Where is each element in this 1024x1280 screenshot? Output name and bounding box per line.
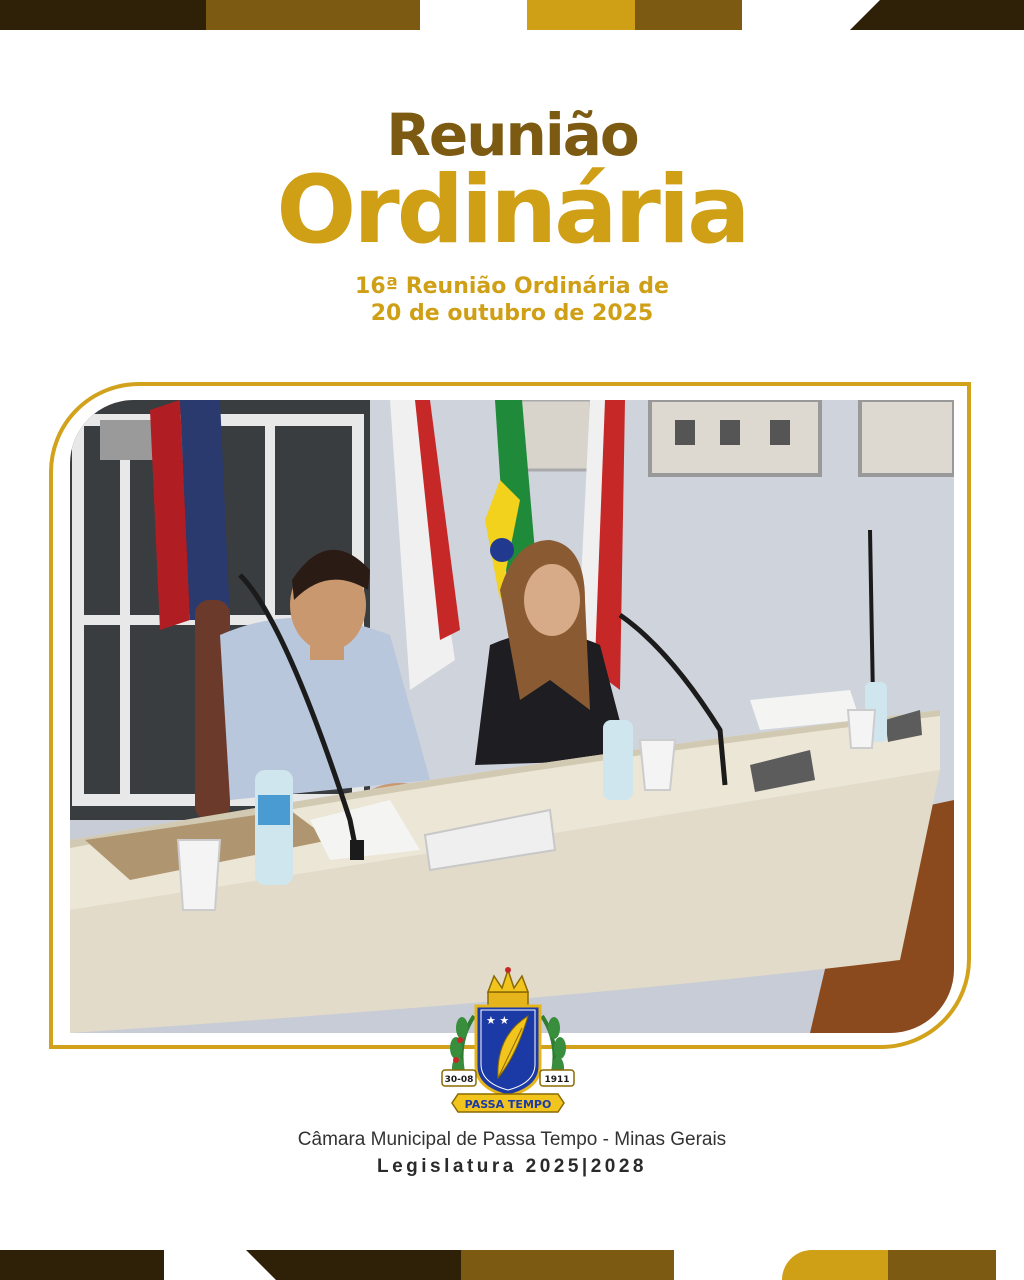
session-photo [70, 400, 954, 1033]
emblem-left-date: 30-08 [444, 1075, 474, 1085]
emblem-ribbon-text: PASSA TEMPO [464, 1098, 552, 1111]
subtitle-date: 20 de outubro de 2025 [370, 301, 654, 326]
emblem-right-year: 1911 [544, 1075, 570, 1085]
subtitle-session: 16ª Reunião Ordinária de [355, 274, 669, 299]
title-reuniao: Reunião [386, 101, 638, 169]
bottom-decorative-band [0, 1250, 1024, 1280]
svg-text:★ ★: ★ ★ [486, 1014, 510, 1027]
top-decorative-band [0, 0, 1024, 30]
coat-of-arms [436, 966, 580, 1116]
legislature-label: Legislatura 2025|2028 [377, 1156, 647, 1177]
institution-name: Câmara Municipal de Passa Tempo - Minas Gerais [297, 1129, 727, 1150]
title-ordinaria: Ordinária [276, 156, 748, 265]
